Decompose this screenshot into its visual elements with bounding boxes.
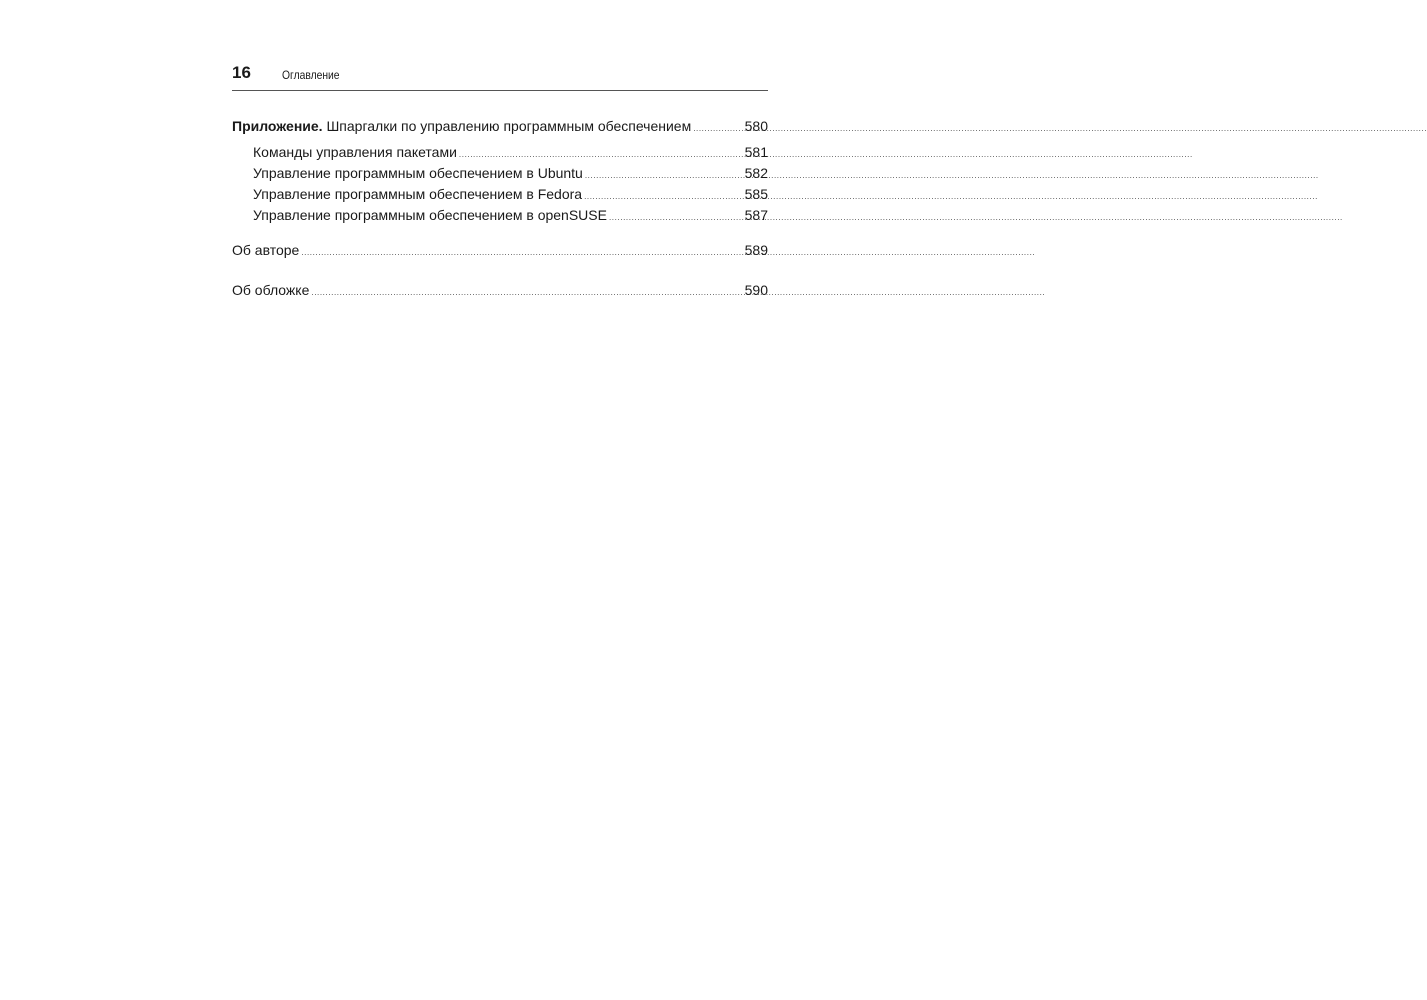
toc-entry-ubuntu[interactable] [232, 163, 768, 184]
toc-entry-title: Управление программным обеспечением в Fedora [253, 186, 583, 202]
toc-entry-package-commands[interactable] [232, 142, 768, 163]
page-number: 16 [232, 63, 251, 82]
toc-entry-title: Об авторе [232, 242, 300, 258]
toc-page-number: 587 [744, 207, 768, 223]
toc-page-number: 582 [744, 165, 768, 181]
toc-entry-title: Управление программным обеспечением в Ubuntu [253, 165, 583, 181]
toc-page-number: 581 [744, 144, 768, 160]
toc-entry-title: Команды управления пакетами [253, 144, 457, 160]
appendix-title: Шпаргалки по управлению программным обеспечением [326, 118, 692, 134]
toc-page-number: 590 [744, 282, 768, 298]
toc-page-number: 580 [744, 118, 768, 134]
toc-entry-appendix[interactable] [232, 116, 768, 137]
toc-page-number: 589 [744, 242, 768, 258]
table-of-contents [232, 116, 768, 301]
appendix-label: Приложение. [232, 118, 323, 134]
page-header [232, 62, 768, 91]
toc-entry-about-author[interactable] [232, 240, 768, 261]
toc-page-number: 585 [744, 186, 768, 202]
dot-leader [585, 165, 743, 186]
toc-entry-opensuse[interactable] [232, 205, 768, 226]
running-title: Оглавление [282, 68, 340, 82]
toc-entry-about-cover[interactable] [232, 280, 768, 301]
toc-entry-title [232, 116, 691, 137]
toc-entry-title: Управление программным обеспечением в openSUSE [253, 207, 607, 223]
dot-leader [301, 242, 742, 263]
dot-leader [584, 186, 743, 207]
toc-entry-title: Об обложке [232, 282, 310, 298]
dot-leader [693, 118, 742, 139]
dot-leader [459, 144, 743, 165]
toc-entry-fedora[interactable] [232, 184, 768, 205]
dot-leader [311, 282, 742, 303]
dot-leader [609, 207, 743, 228]
